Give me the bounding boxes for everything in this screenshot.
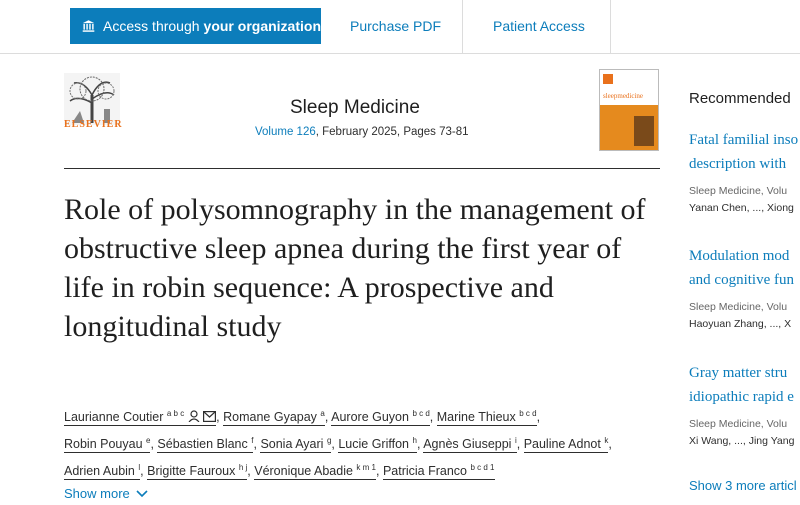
access-through-organization-button[interactable] bbox=[70, 8, 321, 44]
mail-icon bbox=[203, 411, 216, 422]
patient-access-link[interactable]: Patient Access bbox=[493, 18, 585, 34]
header-rule bbox=[64, 168, 660, 169]
recommended-article-title[interactable]: and cognitive fun bbox=[689, 272, 794, 288]
show-more-label: Show more bbox=[64, 486, 130, 501]
author-link[interactable]: Aurore Guyon $^{b c d}$ bbox=[331, 409, 430, 425]
show-more-articles-link[interactable]: Show 3 more articl bbox=[689, 478, 797, 493]
recommended-article-title[interactable]: Fatal familial inso bbox=[689, 132, 799, 148]
author-link[interactable]: Sébastien Blanc $^f$ bbox=[157, 436, 254, 452]
author-link[interactable]: Adrien Aubin $^l$ bbox=[64, 463, 141, 479]
chevron-down-icon bbox=[136, 490, 148, 498]
recommended-heading: Recommended bbox=[689, 90, 791, 107]
journal-title[interactable]: Sleep Medicine bbox=[290, 97, 420, 118]
person-icon bbox=[188, 410, 200, 422]
elsevier-wordmark: ELSEVIER bbox=[64, 119, 123, 130]
author-link[interactable]: Sonia Ayari $^g$ bbox=[260, 436, 332, 452]
article-title: Role of polysomnography in the management of obstructive sleep apnea during the first year of life in robin sequence: A prospective and longitudinal study bbox=[64, 193, 646, 343]
recommended-article-title[interactable]: idiopathic rapid e bbox=[689, 389, 794, 405]
author-link[interactable]: Lucie Griffon $^h$ bbox=[338, 436, 417, 452]
author-link[interactable]: Robin Pouyau $^e$ bbox=[64, 436, 151, 452]
author-link[interactable]: Pauline Adnot $^k$ bbox=[523, 436, 609, 452]
topbar-divider bbox=[610, 0, 611, 54]
cover-logo-icon bbox=[603, 74, 613, 84]
issue-details: , February 2025, Pages 73-81 bbox=[315, 126, 469, 138]
topbar-divider bbox=[462, 0, 463, 54]
author-link[interactable]: Véronique Abadie $^{k m 1}$ bbox=[254, 463, 376, 479]
recommended-article-meta: Sleep Medicine, Volu bbox=[689, 185, 788, 197]
volume-link[interactable]: Volume 126 bbox=[255, 126, 316, 138]
cover-picture bbox=[634, 116, 654, 146]
journal-meta bbox=[255, 126, 469, 138]
show-more-button[interactable] bbox=[64, 486, 148, 501]
purchase-pdf-link[interactable]: Purchase PDF bbox=[350, 18, 442, 34]
author-link[interactable]: Brigitte Fauroux $^{h j}$ bbox=[147, 463, 248, 479]
recommended-article-title[interactable]: Modulation mod bbox=[689, 248, 790, 264]
institution-icon bbox=[82, 17, 95, 35]
author-link[interactable]: Patricia Franco $^{b c d 1}$ bbox=[382, 463, 495, 479]
recommended-article bbox=[689, 361, 800, 447]
author-list: Laurianne Coutier $^{a b c}$ , Romane Gyapay $^a$, Aurore Guyon $^{b c d}$, Marine Thieux $^{b c d}$, Robin Pouyau $^e$, Sébastien Blanc $^f$, Sonia Ayari $^g$, Lucie Griffon $^h$, Agnès Giuseppi $^i$, Pauline Adnot $^k$, Adrien Aubin $^l$, Brigitte Fauroux $^{h j}$, Véronique Abadie $^{k m 1}$, Patricia Franco $^{b c d 1}$ bbox=[64, 409, 612, 479]
access-prefix-label: Access through bbox=[103, 18, 200, 34]
author-link[interactable]: Marine Thieux $^{b c d}$ bbox=[436, 409, 537, 425]
recommended-article-authors: Yanan Chen, ..., Xiong bbox=[689, 202, 794, 214]
recommended-article bbox=[689, 244, 800, 330]
top-bar bbox=[0, 0, 800, 54]
access-bold-label: your organization bbox=[203, 18, 321, 34]
journal-cover-image[interactable] bbox=[599, 69, 659, 151]
author-link[interactable]: Laurianne Coutier $^{a b c}$ bbox=[64, 410, 216, 426]
author-link[interactable]: Agnès Giuseppi $^i$ bbox=[423, 436, 517, 452]
cover-title: sleepmedicine bbox=[603, 92, 644, 100]
recommended-article-meta: Sleep Medicine, Volu bbox=[689, 301, 788, 313]
recommended-article-authors: Xi Wang, ..., Jing Yang bbox=[689, 435, 795, 447]
recommended-article-authors: Haoyuan Zhang, ..., X bbox=[689, 318, 792, 330]
author-link[interactable]: Romane Gyapay $^a$ bbox=[223, 409, 325, 425]
recommended-article-meta: Sleep Medicine, Volu bbox=[689, 418, 788, 430]
recommended-article-title[interactable]: description with bbox=[689, 156, 787, 172]
recommended-article-title[interactable]: Gray matter stru bbox=[689, 365, 788, 381]
recommended-article bbox=[689, 128, 800, 214]
